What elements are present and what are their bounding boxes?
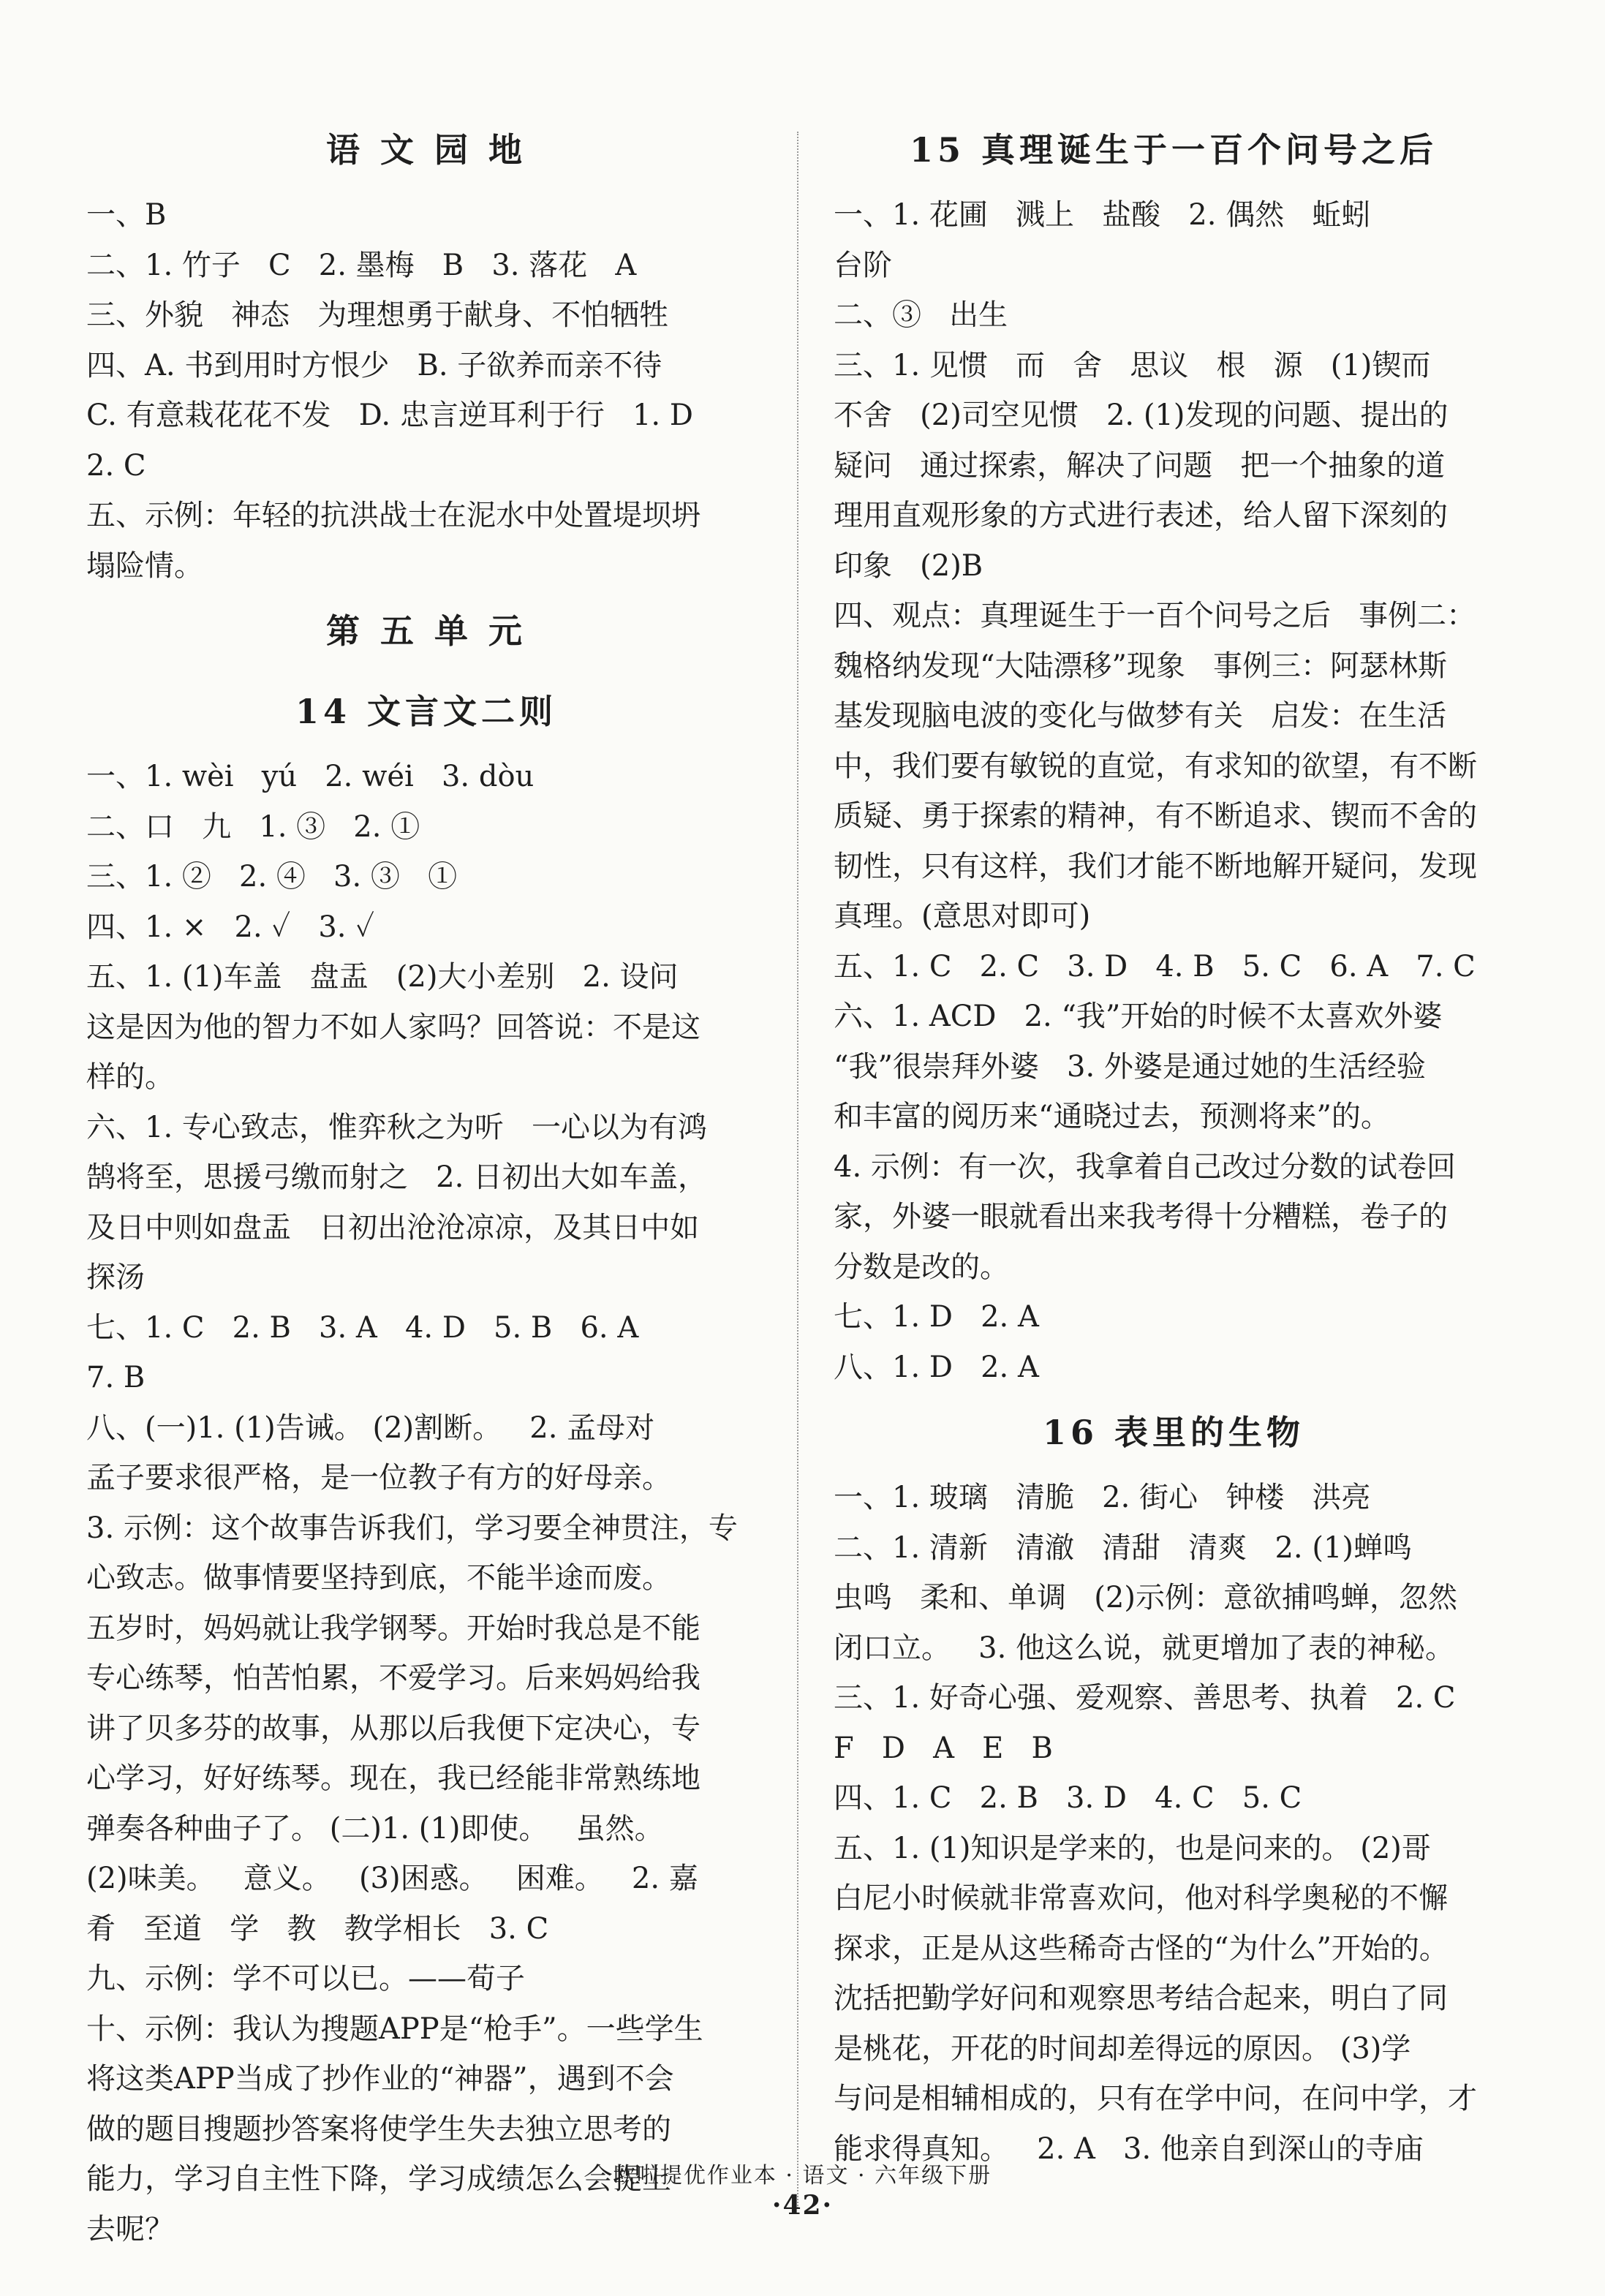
answer-line: (2)味美。 意义。 (3)困惑。 困难。 2. 嘉 [86, 1862, 698, 1895]
answer-line: 讲了贝多芬的故事，从那以后我便下定决心，专 [86, 1711, 700, 1745]
answer-line: 五、1. (1)车盖 盘盂 (2)大小差别 2. 设问 [86, 960, 679, 994]
answer-line: 是桃花，开花的时间却差得远的原因。 (3)学 [834, 2031, 1411, 2066]
answer-line: 闭口立。 3. 他这么说，就更增加了表的神秘。 [834, 1631, 1455, 1665]
section-body-lesson-14 [86, 752, 766, 2254]
section-body-lesson-16 [834, 1473, 1514, 2174]
answer-line: 7. B [86, 1361, 146, 1394]
answer-line: 七、1. C 2. B 3. A 4. D 5. B 6. A [86, 1310, 639, 1345]
answer-line: 五、1. C 2. C 3. D 4. B 5. C 6. A 7. C [834, 949, 1476, 983]
answer-line: 3. 示例：这个故事告诉我们，学习要全神贯注，专 [86, 1511, 738, 1545]
answer-line: 分数是改的。 [834, 1250, 1009, 1284]
answer-line: 基发现脑电波的变化与做梦有关 启发：在生活 [834, 699, 1447, 733]
answer-line: 样的。 [86, 1060, 174, 1094]
section-title-lesson-15: 15 真理诞生于一百个问号之后 [909, 130, 1438, 170]
answer-line: 探汤 [86, 1261, 145, 1294]
answer-line: 弹奏各种曲子了。 (二)1. (1)即使。 虽然。 [86, 1811, 664, 1846]
answer-line: 韧性，只有这样，我们才能不断地解开疑问，发现 [834, 849, 1477, 883]
answer-line: 印象 (2)B [834, 548, 983, 583]
answer-line: 五、示例：年轻的抗洪战士在泥水中处置堤坝坍 [86, 499, 700, 532]
answer-line: 与问是相辅相成的，只有在学中问，在问中学，才 [834, 2082, 1477, 2115]
answer-line: 塌险情。 [86, 548, 203, 583]
answer-line: 一、1. 花圃 溅上 盐酸 2. 偶然 蚯蚓 [834, 198, 1371, 232]
page-number: ·42· [771, 2190, 834, 2221]
answer-line: 鹄将至，思援弓缴而射之 2. 日初出大如车盖， [86, 1160, 708, 1194]
answer-line: 做的题目搜题抄答案将使学生失去独立思考的 [86, 2112, 671, 2146]
answer-line: F D A E B [834, 1731, 1053, 1765]
section-title-yuwen-yuandi: 语 文 园 地 [325, 130, 527, 170]
answer-line: 心学习，好好练琴。现在，我已经能非常熟练地 [86, 1761, 700, 1795]
answer-line: 探求，正是从这些稀奇古怪的“为什么”开始的。 [834, 1931, 1449, 1965]
answer-line: 2. C [86, 448, 146, 483]
answer-line: 九、示例：学不可以已。——荀子 [86, 1962, 525, 1995]
answer-line: 理用直观形象的方式进行表述，给人留下深刻的 [834, 499, 1448, 532]
answer-line: 六、1. ACD 2. “我”开始的时候不太喜欢外婆 [834, 1000, 1443, 1033]
answer-line: 十、示例：我认为搜题APP是“枪手”。一些学生 [86, 2012, 703, 2046]
answer-line: 质疑、勇于探索的精神，有不断追求、锲而不舍的 [834, 799, 1477, 833]
answer-line: 这是因为他的智力不如人家吗？回答说：不是这 [86, 1010, 700, 1044]
right-column [834, 110, 1514, 2174]
left-column [86, 110, 766, 2254]
answer-line: 四、1. C 2. B 3. D 4. C 5. C [834, 1781, 1302, 1815]
answer-line: 四、1. × 2. ✓ 3. ✓ [86, 910, 375, 944]
answer-line: 专心练琴，怕苦怕累，不爱学习。后来妈妈给我 [86, 1661, 700, 1695]
answer-line: 三、1. 见惯 而 舍 思议 根 源 (1)锲而 [834, 348, 1431, 382]
section-title-lesson-14: 14 文言文二则 [295, 692, 558, 731]
answer-line: 去呢？ [86, 2212, 174, 2246]
answer-line: 一、1. wèi yú 2. wéi 3. dòu [86, 760, 535, 793]
answer-line: 不舍 (2)司空见惯 2. (1)发现的问题、提出的 [834, 399, 1449, 432]
answer-line: 能力，学习自主性下降，学习成绩怎么会提上 [86, 2162, 671, 2196]
answer-line: 沈括把勤学好问和观察思考结合起来，明白了同 [834, 1982, 1448, 2015]
answer-line: 三、1. 好奇心强、爱观察、善思考、执着 2. C [834, 1681, 1456, 1715]
answer-line: 二、1. 清新 清澈 清甜 清爽 2. (1)蝉鸣 [834, 1530, 1412, 1565]
answer-line: 4. 示例：有一次，我拿着自己改过分数的试卷回 [834, 1149, 1456, 1184]
answer-line: 四、观点：真理诞生于一百个问号之后 事例二： [834, 599, 1476, 632]
answer-line: 二、口 九 1. ③ 2. ① [86, 809, 420, 844]
answer-line: 孟子要求很严格，是一位教子有方的好母亲。 [86, 1461, 671, 1495]
answer-line: 中，我们要有敏锐的直觉，有求知的欲望，有不断 [834, 749, 1477, 783]
unit-title: 第 五 单 元 [325, 611, 527, 651]
answer-line: 八、1. D 2. A [834, 1350, 1039, 1384]
answer-line: 心致志。做事情要坚持到底，不能半途而废。 [86, 1561, 671, 1595]
answer-line: 和丰富的阅历来“通晓过去，预测将来”的。 [834, 1100, 1390, 1133]
answer-line: 七、1. D 2. A [834, 1300, 1039, 1334]
answer-line: “我”很崇拜外婆 3. 外婆是通过她的生活经验 [834, 1049, 1426, 1084]
answer-line: 三、1. ② 2. ④ 3. ③ ① [86, 860, 458, 894]
answer-line: 六、1. 专心致志，惟弈秋之为听 一心以为有鸿 [86, 1110, 708, 1144]
section-body-yuwen-yuandi [86, 190, 766, 591]
answer-line: 魏格纳发现“大陆漂移”现象 事例三：阿瑟林斯 [834, 649, 1448, 683]
answer-line: 肴 至道 学 教 教学相长 3. C [86, 1911, 549, 1946]
answer-line: 真理。(意思对即可) [834, 899, 1091, 933]
answer-line: 台阶 [834, 248, 892, 282]
answer-line: 二、1. 竹子 C 2. 墨梅 B 3. 落花 A [86, 248, 637, 282]
answer-line: 一、1. 玻璃 清脆 2. 街心 钟楼 洪亮 [834, 1481, 1371, 1514]
answer-line: 虫鸣 柔和、单调 (2)示例：意欲捕鸣蝉，忽然 [834, 1581, 1457, 1615]
section-title-lesson-16: 16 表里的生物 [1042, 1413, 1305, 1452]
answer-line: 二、③ 出生 [834, 298, 1008, 332]
answer-line: 八、(一)1. (1)告诫。 (2)割断。 2. 孟母对 [86, 1411, 655, 1445]
answer-line: 三、外貌 神态 为理想勇于献身、不怕牺牲 [86, 298, 669, 332]
column-divider [797, 132, 798, 2208]
answer-line: 五、1. (1)知识是学来的，也是问来的。 (2)哥 [834, 1831, 1431, 1865]
footer-book-title: 欧啦提优作业本 · 语文 · 六年级下册 [613, 2163, 992, 2189]
section-body-lesson-15 [834, 190, 1514, 1392]
answer-line: 将这类APP当成了抄作业的“神器”，遇到不会 [86, 2062, 674, 2096]
answer-line: C. 有意栽花花不发 D. 忠言逆耳利于行 1. D [86, 399, 693, 432]
answer-line: 一、B [86, 198, 167, 232]
answer-line: 四、A. 书到用时方恨少 B. 子欲养而亲不待 [86, 348, 662, 382]
answer-line: 疑问 通过探索，解决了问题 把一个抽象的道 [834, 448, 1446, 483]
answer-line: 白尼小时候就非常喜欢问，他对科学奥秘的不懈 [834, 1881, 1448, 1915]
answer-line: 能求得真知。 2. A 3. 他亲自到深山的寺庙 [834, 2131, 1424, 2166]
answer-line: 家，外婆一眼就看出来我考得十分糟糕，卷子的 [834, 1200, 1448, 1234]
answer-line: 五岁时，妈妈就让我学钢琴。开始时我总是不能 [86, 1611, 700, 1645]
answer-line: 及日中则如盘盂 日初出沧沧凉凉，及其日中如 [86, 1210, 700, 1245]
